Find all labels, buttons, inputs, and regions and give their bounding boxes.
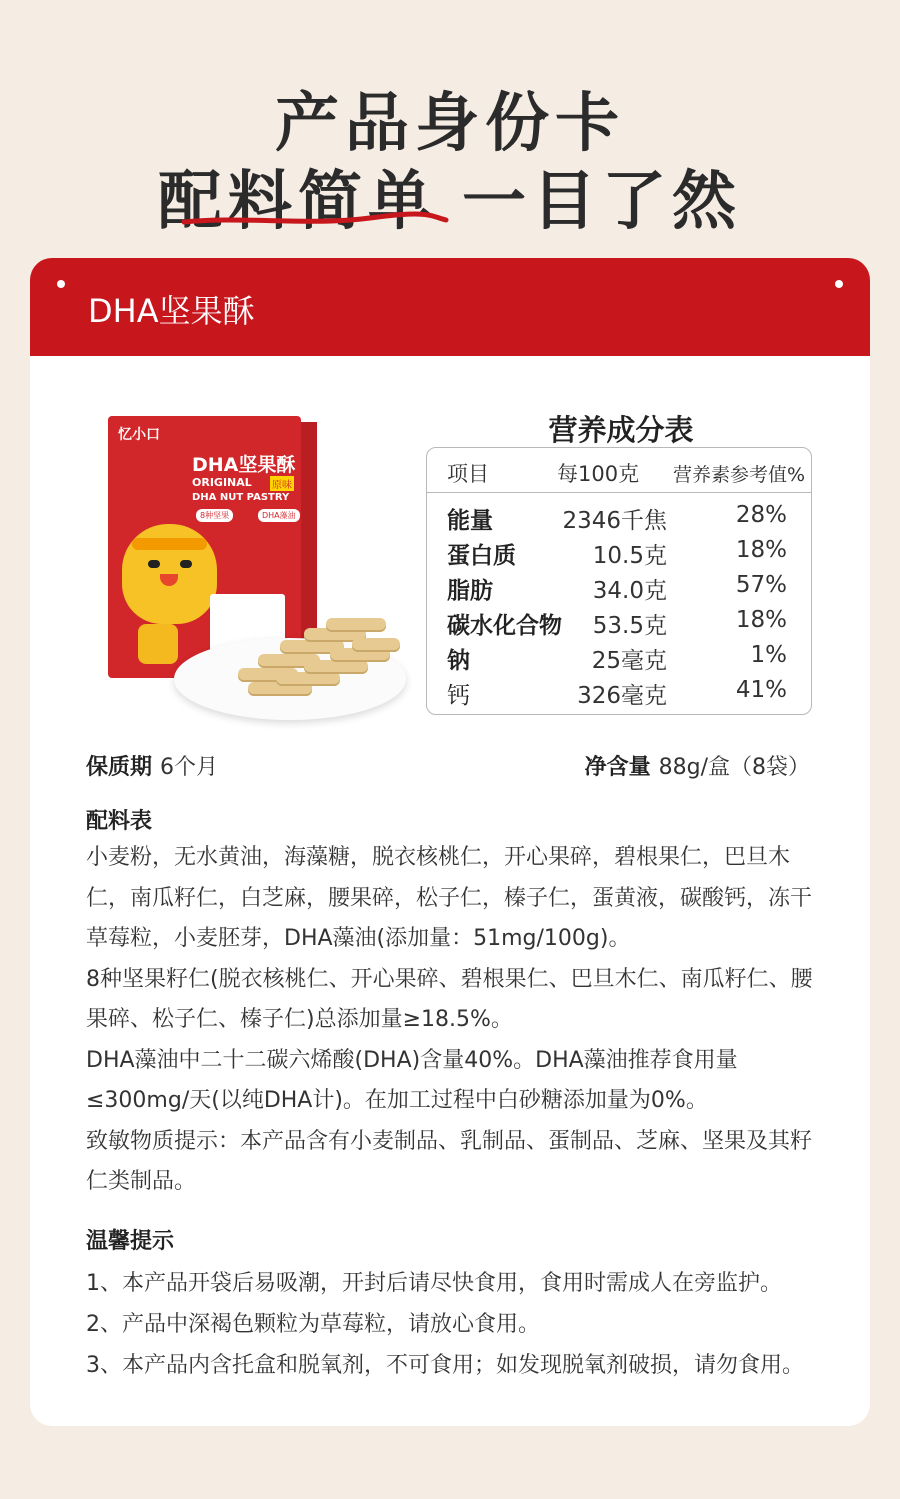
- header-dot-right: [835, 280, 843, 288]
- ingredients-list: [86, 838, 826, 1203]
- nutrition-table-header: [427, 448, 811, 493]
- header-nrv: 营养素参考值%: [673, 464, 806, 486]
- net-content: [585, 750, 810, 781]
- nutrient-nrv: 57%: [735, 572, 787, 598]
- hero-subtitle: [0, 150, 900, 242]
- tip-item: 3、本产品内含托盒和脱氧剂，不可食用；如发现脱氧剂破损，请勿食用。: [86, 1353, 804, 1378]
- nutrition-table: [426, 447, 812, 715]
- pastry-stick: [326, 618, 386, 632]
- header-item: 项目: [447, 462, 489, 486]
- tips-list: [86, 1263, 856, 1386]
- net-content-label: 净含量: [584, 755, 651, 780]
- nutrient-nrv: 28%: [735, 502, 787, 528]
- mascot-character: [122, 524, 217, 624]
- card-header: [30, 258, 870, 356]
- nutrient-nrv: 41%: [735, 677, 787, 703]
- mascot-legs: [138, 624, 178, 664]
- box-brand: 忆小口: [118, 427, 160, 443]
- mascot-eye-right: [180, 560, 192, 568]
- pastry-stick: [276, 672, 340, 686]
- nutrition-row: [427, 502, 811, 537]
- header-per-100g: 每100克: [557, 462, 640, 486]
- tip-item: 2、产品中深褐色颗粒为草莓粒，请放心食用。: [86, 1312, 540, 1337]
- nutrient-name: 蛋白质: [447, 543, 516, 569]
- mascot-headband: [132, 538, 207, 550]
- box-tag-dha: DHA藻油: [258, 509, 300, 522]
- nutrition-title: 营养成分表: [548, 413, 694, 447]
- header-dot-left: [57, 280, 65, 288]
- shelf-life: [86, 750, 218, 781]
- hero-header: [0, 0, 900, 250]
- nutrient-nrv: 18%: [735, 607, 787, 633]
- nutrition-row: [427, 677, 811, 712]
- box-subtitle-english: DHA NUT PASTRY: [192, 492, 290, 503]
- nutrient-value: 34.0克: [592, 578, 667, 604]
- tips-title: 温馨提示: [86, 1229, 175, 1254]
- nutrient-name: 脂肪: [447, 578, 493, 604]
- ingredients-paragraph: 8种坚果籽仁(脱衣核桃仁、开心果碎、碧根果仁、巴旦木仁、南瓜籽仁、腰果碎、松子仁、榛子仁)总添加量≥18.5%。: [86, 966, 813, 1032]
- nutrient-nrv: 18%: [735, 537, 787, 563]
- nutrient-value: 25毫克: [591, 648, 667, 674]
- pastry-stick: [352, 638, 400, 652]
- nutrient-name: 钠: [447, 648, 470, 674]
- nutrition-row: [427, 572, 811, 607]
- nutrient-name: 钙: [447, 683, 470, 709]
- box-flavor-tag: 原味: [270, 476, 294, 491]
- ingredients-paragraph: DHA藻油中二十二碳六烯酸(DHA)含量40%。DHA藻油推荐食用量≤300mg/天(以纯DHA计)。在加工过程中白砂糖添加量为0%。: [86, 1047, 738, 1113]
- nutrient-value: 326毫克: [577, 683, 667, 709]
- hero-subtitle-part1: 配料简单: [158, 165, 438, 239]
- product-card: [30, 258, 870, 1426]
- net-content-value: 88g/盒（8袋）: [658, 755, 810, 780]
- mascot-eye-left: [148, 560, 160, 568]
- pastry-stick: [304, 660, 368, 674]
- ingredients-paragraph: 小麦粉，无水黄油，海藻糖，脱衣核桃仁，开心果碎，碧根果仁，巴旦木仁，南瓜籽仁，白芝麻，腰果碎，松子仁，榛子仁，蛋黄液，碳酸钙，冻干草莓粒，小麦胚芽，DHA藻油(添加量：51mg/100g)。: [86, 845, 813, 951]
- box-subtitle-original: ORIGINAL: [192, 476, 252, 489]
- shelf-life-label: 保质期: [86, 755, 153, 780]
- tip-item: 1、本产品开袋后易吸潮，开封后请尽快食用，食用时需成人在旁监护。: [86, 1271, 782, 1296]
- box-tag-nuts: 8种坚果: [196, 509, 233, 522]
- nutrient-value: 53.5克: [592, 613, 667, 639]
- box-title: DHA坚果酥: [192, 454, 296, 476]
- ingredients-title: 配料表: [86, 809, 153, 834]
- product-image: [108, 416, 408, 726]
- product-name: DHA坚果酥: [88, 292, 255, 330]
- nutrition-row: [427, 607, 811, 642]
- mascot-mouth: [160, 574, 178, 586]
- hero-subtitle-part2: 一目了然: [462, 165, 742, 239]
- hero-title: 产品身份卡: [275, 87, 625, 161]
- nutrient-nrv: 1%: [750, 642, 787, 668]
- brush-underline-decoration: [180, 208, 450, 230]
- nutrient-name: 碳水化合物: [447, 613, 562, 639]
- nutrition-row: [427, 642, 811, 677]
- nutrient-value: 10.5克: [592, 543, 667, 569]
- nutrition-row: [427, 537, 811, 572]
- nutrient-name: 能量: [447, 508, 493, 534]
- shelf-life-value: 6个月: [160, 755, 219, 780]
- nutrient-value: 2346千焦: [562, 508, 667, 534]
- ingredients-paragraph: 致敏物质提示：本产品含有小麦制品、乳制品、蛋制品、芝麻、坚果及其籽仁类制品。: [86, 1128, 813, 1194]
